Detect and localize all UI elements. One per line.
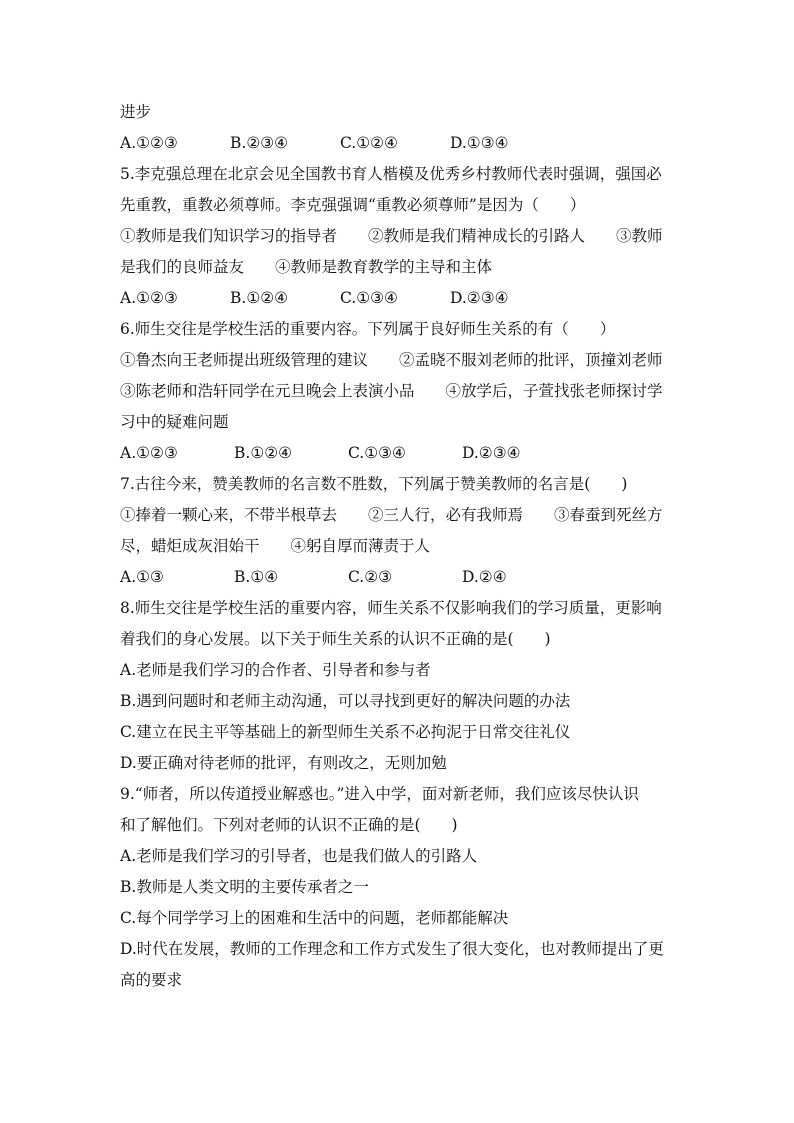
q5-options <box>120 283 676 314</box>
q9-option-b: B.教师是人类文明的主要传承者之一 <box>120 878 369 896</box>
q8-stem-line-2: 着我们的身心发展。以下关于师生关系的认识不正确的是( ) <box>120 630 551 648</box>
q4-option-d: D.①③④ <box>450 134 509 152</box>
q8-option-b: B.遇到问题时和老师主动沟通，可以寻找到更好的解决问题的办法 <box>120 692 571 710</box>
q6-option-c: C.①③④ <box>348 444 406 462</box>
q6-option-d: D.②③④ <box>462 444 521 462</box>
q5-stem-line-3: ①教师是我们知识学习的指导者 ②教师是我们精神成长的引路人 ③教师 <box>120 227 663 245</box>
q8-option-a: A.老师是我们学习的合作者、引导者和参与者 <box>120 661 431 679</box>
q7-stem-line-2: ①捧着一颗心来，不带半根草去 ②三人行，必有我师焉 ③春蚕到死丝方 <box>120 506 663 524</box>
q6-stem-line-1: 6.师生交往是学校生活的重要内容。下列属于良好师生关系的有（ ） <box>120 320 616 338</box>
q4-option-c: C.①②④ <box>340 134 398 152</box>
q7-option-c: C.②③ <box>348 568 393 586</box>
q5-stem-line-4: 是我们的良师益友 ④教师是教育教学的主导和主体 <box>120 258 493 276</box>
question-content <box>120 97 676 996</box>
q4-options <box>120 128 676 159</box>
q9-option-a: A.老师是我们学习的引导者，也是我们做人的引路人 <box>120 847 478 865</box>
q7-stem-line-3: 尽，蜡炬成灰泪始干 ④躬自厚而薄责于人 <box>120 537 431 555</box>
q8-option-c: C.建立在民主平等基础上的新型师生关系不必拘泥于日常交往礼仪 <box>120 723 571 741</box>
q6-option-b: B.①②④ <box>234 444 293 462</box>
q7-option-d: D.②④ <box>462 568 507 586</box>
q5-option-d: D.②③④ <box>450 289 509 307</box>
q9-stem-line-1: 9.“师者，所以传道授业解惑也。”进入中学，面对新老师，我们应该尽快认识 <box>120 785 639 803</box>
q8-option-d: D.要正确对待老师的批评，有则改之，无则加勉 <box>120 754 447 772</box>
q5-option-a: A.①②③ <box>120 289 178 307</box>
q7-option-a: A.①③ <box>120 568 164 586</box>
q9-stem-line-2: 和了解他们。下列对老师的认识不正确的是( ) <box>120 816 458 834</box>
q6-stem-line-3: ③陈老师和浩轩同学在元旦晚会上表演小品 ④放学后，子萱找张老师探讨学 <box>120 382 663 400</box>
q5-option-c: C.①③④ <box>340 289 398 307</box>
q5-option-b: B.①②④ <box>230 289 289 307</box>
q4-option-b: B.②③④ <box>230 134 289 152</box>
q5-stem-line-2: 先重教，重教必须尊师。李克强强调“重教必须尊师”是因为（ ） <box>120 196 586 214</box>
q8-stem-line-1: 8.师生交往是学校生活的重要内容，师生关系不仅影响我们的学习质量，更影响 <box>120 599 662 617</box>
q9-option-c: C.每个同学学习上的困难和生活中的问题，老师都能解决 <box>120 909 509 927</box>
q4-continuation: 进步 <box>120 103 152 121</box>
q5-stem-line-1: 5.李克强总理在北京会见全国教书育人楷模及优秀乡村教师代表时强调，强国必 <box>120 165 662 183</box>
q4-option-a: A.①②③ <box>120 134 178 152</box>
q9-option-d-line-2: 高的要求 <box>120 971 183 989</box>
q6-stem-line-2: ①鲁杰向王老师提出班级管理的建议 ②孟晓不服刘老师的批评，顶撞刘老师 <box>120 351 663 369</box>
q6-stem-line-4: 习中的疑难问题 <box>120 413 229 431</box>
q7-option-b: B.①④ <box>234 568 279 586</box>
q6-option-a: A.①②③ <box>120 444 178 462</box>
q7-stem-line-1: 7.古往今来，赞美教师的名言数不胜数，下列属于赞美教师的名言是( ) <box>120 475 628 493</box>
q9-option-d-line-1: D.时代在发展，教师的工作理念和工作方式发生了很大变化，也对教师提出了更 <box>120 940 664 958</box>
q6-options <box>120 438 676 469</box>
q7-options <box>120 562 676 593</box>
